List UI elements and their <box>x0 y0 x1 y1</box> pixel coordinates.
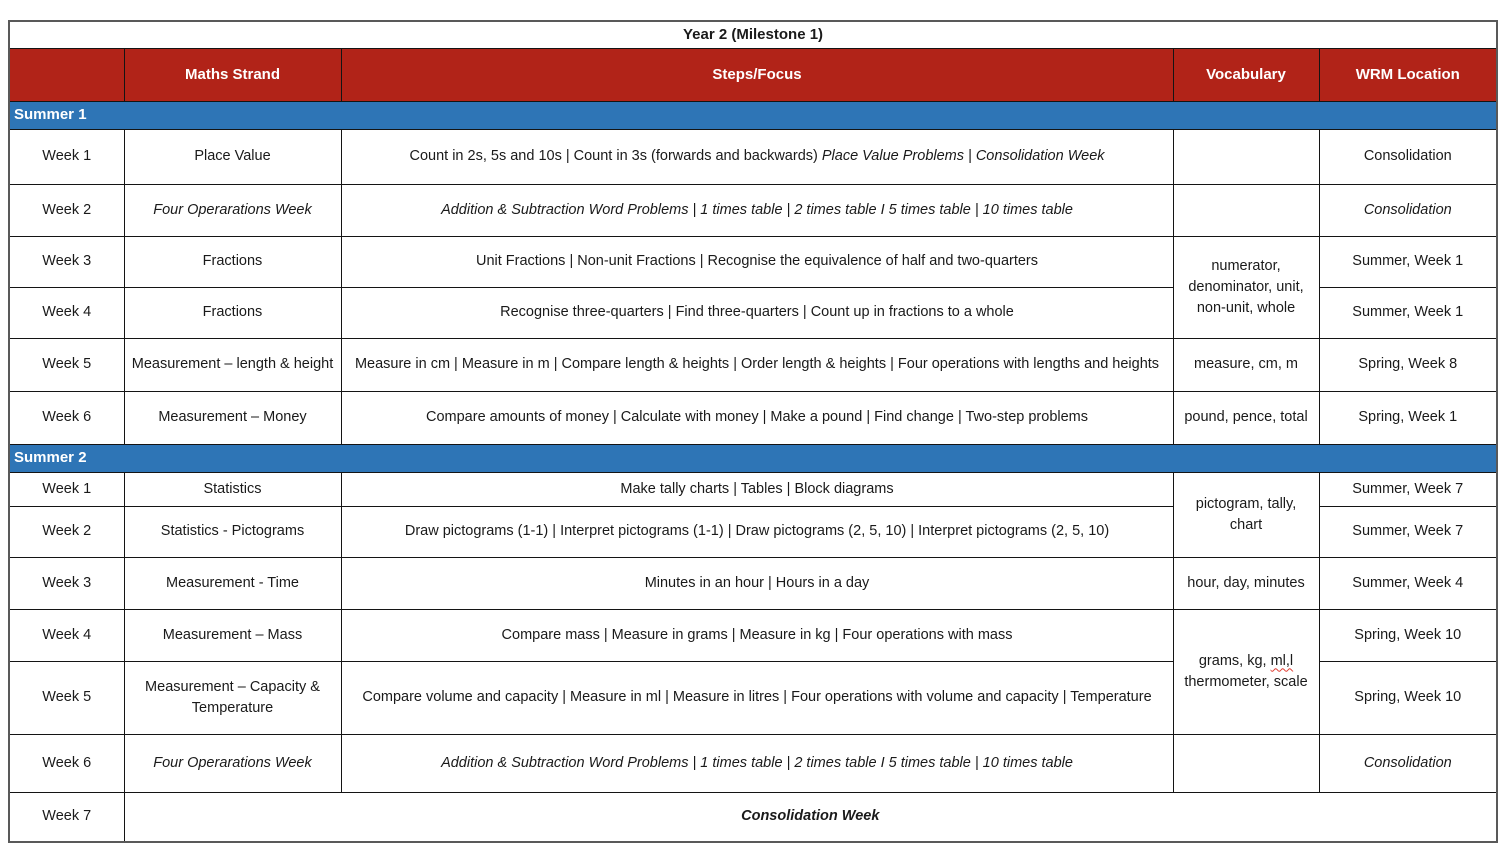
wrm-cell: Consolidation <box>1319 734 1497 792</box>
header-maths-strand: Maths Strand <box>124 48 341 101</box>
vocab-cell: pictogram, tally, chart <box>1173 472 1319 557</box>
table-row <box>9 792 1497 842</box>
strand-cell: Fractions <box>124 236 341 287</box>
strand-cell: Four Operarations Week <box>124 734 341 792</box>
steps-italic: Place Value Problems | Consolidation Week <box>821 148 1105 165</box>
strand-cell: Statistics - Pictograms <box>124 506 341 557</box>
wrm-cell: Summer, Week 1 <box>1319 236 1497 287</box>
strand-cell: Place Value <box>124 129 341 184</box>
week-cell: Week 5 <box>9 338 124 391</box>
vocab-cell <box>1173 129 1319 184</box>
table-row <box>9 338 1497 391</box>
strand-cell: Measurement – Capacity & Temperature <box>124 661 341 734</box>
steps-cell: Addition & Subtraction Word Problems | 1 times table | 2 times table I 5 times table | 10 times table <box>341 184 1173 236</box>
strand-cell: Measurement – Mass <box>124 609 341 661</box>
week-cell: Week 4 <box>9 609 124 661</box>
steps-cell: Draw pictograms (1-1) | Interpret pictograms (1-1) | Draw pictograms (2, 5, 10) | Interpret pictograms (2, 5, 10) <box>341 506 1173 557</box>
vocab-cell <box>1173 184 1319 236</box>
wrm-cell: Summer, Week 7 <box>1319 472 1497 506</box>
consolidation-week-cell: Consolidation Week <box>124 792 1497 842</box>
page-title: Year 2 (Milestone 1) <box>9 21 1497 48</box>
table-row <box>9 557 1497 609</box>
section-label: Summer 2 <box>9 444 1497 472</box>
week-cell: Week 2 <box>9 506 124 557</box>
steps-cell: Recognise three-quarters | Find three-quarters | Count up in fractions to a whole <box>341 287 1173 338</box>
wrm-cell: Summer, Week 1 <box>1319 287 1497 338</box>
vocab-cell: hour, day, minutes <box>1173 557 1319 609</box>
wrm-cell: Consolidation <box>1319 184 1497 236</box>
section-summer-1 <box>9 101 1497 129</box>
table-row <box>9 391 1497 444</box>
wrm-cell: Summer, Week 7 <box>1319 506 1497 557</box>
week-cell: Week 1 <box>9 129 124 184</box>
vocab-text: thermometer, scale <box>1184 673 1308 690</box>
week-cell: Week 3 <box>9 557 124 609</box>
header-vocabulary: Vocabulary <box>1173 48 1319 101</box>
steps-cell: Make tally charts | Tables | Block diagrams <box>341 472 1173 506</box>
vocab-cell: pound, pence, total <box>1173 391 1319 444</box>
week-cell: Week 5 <box>9 661 124 734</box>
steps-cell: Compare volume and capacity | Measure in ml | Measure in litres | Four operations with volume and capacity | Temperature <box>341 661 1173 734</box>
section-summer-2 <box>9 444 1497 472</box>
week-cell: Week 6 <box>9 734 124 792</box>
week-cell: Week 1 <box>9 472 124 506</box>
header-week <box>9 48 124 101</box>
wrm-cell: Spring, Week 8 <box>1319 338 1497 391</box>
steps-cell: Addition & Subtraction Word Problems | 1 times table | 2 times table I 5 times table | 10 times table <box>341 734 1173 792</box>
vocab-misspelled-text: ml,l <box>1270 652 1294 669</box>
column-header-row <box>9 48 1497 101</box>
table-row <box>9 734 1497 792</box>
title-row <box>9 21 1497 48</box>
steps-cell: Compare mass | Measure in grams | Measure in kg | Four operations with mass <box>341 609 1173 661</box>
strand-cell: Four Operarations Week <box>124 184 341 236</box>
wrm-cell: Summer, Week 4 <box>1319 557 1497 609</box>
vocab-cell: measure, cm, m <box>1173 338 1319 391</box>
week-cell: Week 6 <box>9 391 124 444</box>
week-cell: Week 7 <box>9 792 124 842</box>
steps-cell: Minutes in an hour | Hours in a day <box>341 557 1173 609</box>
steps-cell: Compare amounts of money | Calculate with money | Make a pound | Find change | Two-step problems <box>341 391 1173 444</box>
table-row <box>9 609 1497 661</box>
week-cell: Week 4 <box>9 287 124 338</box>
table-row <box>9 184 1497 236</box>
week-cell: Week 3 <box>9 236 124 287</box>
header-steps-focus: Steps/Focus <box>341 48 1173 101</box>
strand-cell: Statistics <box>124 472 341 506</box>
vocab-cell <box>1173 609 1319 734</box>
strand-cell: Measurement – length & height <box>124 338 341 391</box>
wrm-cell: Spring, Week 10 <box>1319 609 1497 661</box>
section-label: Summer 1 <box>9 101 1497 129</box>
strand-cell: Measurement - Time <box>124 557 341 609</box>
vocab-cell: numerator, denominator, unit, non-unit, whole <box>1173 236 1319 338</box>
wrm-cell: Spring, Week 10 <box>1319 661 1497 734</box>
wrm-cell: Consolidation <box>1319 129 1497 184</box>
vocab-cell <box>1173 734 1319 792</box>
week-cell: Week 2 <box>9 184 124 236</box>
steps-cell: Unit Fractions | Non-unit Fractions | Recognise the equivalence of half and two-quarters <box>341 236 1173 287</box>
table-row <box>9 129 1497 184</box>
table-row <box>9 236 1497 287</box>
strand-cell: Fractions <box>124 287 341 338</box>
vocab-text: grams, kg, <box>1198 652 1271 669</box>
strand-cell: Measurement – Money <box>124 391 341 444</box>
steps-cell: Measure in cm | Measure in m | Compare length & heights | Order length & heights | Four operations with lengths and heights <box>341 338 1173 391</box>
steps-cell <box>341 129 1173 184</box>
wrm-cell: Spring, Week 1 <box>1319 391 1497 444</box>
curriculum-table <box>8 20 1498 843</box>
steps-plain: Count in 2s, 5s and 10s | Count in 3s (forwards and backwards) <box>409 148 822 165</box>
header-wrm-location: WRM Location <box>1319 48 1497 101</box>
table-row <box>9 472 1497 506</box>
